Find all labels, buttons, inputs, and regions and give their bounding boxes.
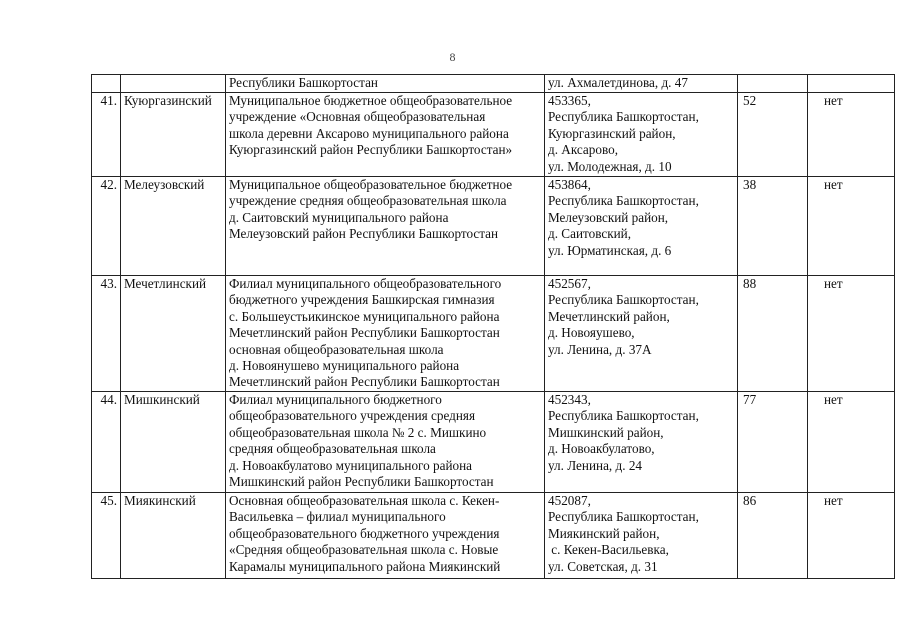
address-line: 452087, xyxy=(548,493,591,508)
address-cell xyxy=(545,177,738,276)
name-line: Республики Башкортостан xyxy=(229,75,378,90)
district-cell: Мишкинский xyxy=(121,392,226,493)
count-cell: 77 xyxy=(738,392,808,493)
name-line: с. Большеустьикинское муниципального района xyxy=(229,308,500,324)
address-line: д. Новоакбулатово, xyxy=(548,441,655,457)
address-line: 452567, xyxy=(548,276,591,291)
name-line: бюджетного учреждения Башкирская гимназия xyxy=(229,292,495,308)
name-line: Филиал муниципального общеобразовательного xyxy=(229,276,502,291)
address-line: ул. Ленина, д. 37А xyxy=(548,341,652,357)
address-cell xyxy=(545,392,738,493)
address-line: 453864, xyxy=(548,177,591,192)
name-cell xyxy=(226,392,545,493)
district-cell xyxy=(121,75,226,93)
name-line: д. Новоянушево муниципального района xyxy=(229,358,460,374)
name-line: средняя общеобразовательная школа xyxy=(229,441,436,457)
schools-table xyxy=(91,74,895,579)
address-line: Республика Башкортостан, xyxy=(548,193,699,209)
address-line: д. Саитовский, xyxy=(548,226,632,242)
name-line: учреждение «Основная общеобразовательная xyxy=(229,109,486,125)
name-line: Мелеузовский район Республики Башкортостан xyxy=(229,226,499,242)
availability-cell: нет xyxy=(808,276,895,392)
address-line: Мечетлинский район, xyxy=(548,308,670,324)
name-line: Муниципальное бюджетное общеобразовательное xyxy=(229,93,513,108)
name-line: д. Саитовский муниципального района xyxy=(229,209,449,225)
name-cell xyxy=(226,276,545,392)
count-cell: 52 xyxy=(738,93,808,177)
district-cell: Мелеузовский xyxy=(121,177,226,276)
address-cell xyxy=(545,75,738,93)
num-cell: 41. xyxy=(92,93,121,177)
name-line: общеобразовательная школа № 2 с. Мишкино xyxy=(229,424,487,440)
name-line: Филиал муниципального бюджетного xyxy=(229,392,442,407)
address-line: Республика Башкортостан, xyxy=(548,292,699,308)
address-line: ул. Советская, д. 31 xyxy=(548,558,658,574)
address-line: ул. Ахмалетдинова, д. 47 xyxy=(548,75,688,90)
name-line: Мечетлинский район Республики Башкортостан xyxy=(229,325,500,341)
address-line: 452343, xyxy=(548,392,591,407)
address-line: Мелеузовский район, xyxy=(548,209,669,225)
name-line: д. Новоакбулатово муниципального района xyxy=(229,457,473,473)
name-line: основная общеобразовательная школа xyxy=(229,341,444,357)
address-line: ул. Ленина, д. 24 xyxy=(548,457,643,473)
district-cell: Миякинский xyxy=(121,493,226,579)
name-line: Карамалы муниципального района Миякинский xyxy=(229,558,501,574)
address-line: ул. Молодежная, д. 10 xyxy=(548,158,672,174)
name-line: общеобразовательного бюджетного учреждения xyxy=(229,525,500,541)
name-cell xyxy=(226,177,545,276)
name-line: общеобразовательного учреждения средняя xyxy=(229,408,476,424)
address-line: Мишкинский район, xyxy=(548,424,664,440)
num-cell xyxy=(92,75,121,93)
num-cell: 44. xyxy=(92,392,121,493)
address-cell xyxy=(545,276,738,392)
district-cell: Куюргазинский xyxy=(121,93,226,177)
district-cell: Мечетлинский xyxy=(121,276,226,392)
availability-cell: нет xyxy=(808,177,895,276)
name-line: Куюргазинский район Республики Башкортостан» xyxy=(229,142,513,158)
count-cell xyxy=(738,75,808,93)
address-line: д. Аксарово, xyxy=(548,142,618,158)
page-number: 8 xyxy=(449,50,456,64)
address-line: Миякинский район, xyxy=(548,525,660,541)
name-line: Васильевка – филиал муниципального xyxy=(229,509,446,525)
table-row xyxy=(92,276,895,392)
availability-cell xyxy=(808,75,895,93)
address-line: Республика Башкортостан, xyxy=(548,408,699,424)
count-cell: 88 xyxy=(738,276,808,392)
name-line: Мечетлинский район Республики Башкортостан xyxy=(229,374,500,390)
address-line: 453365, xyxy=(548,93,591,108)
count-cell: 38 xyxy=(738,177,808,276)
address-line: Республика Башкортостан, xyxy=(548,509,699,525)
continuation-row xyxy=(92,75,895,93)
name-line: Мишкинский район Республики Башкортостан xyxy=(229,474,494,490)
table-row xyxy=(92,93,895,177)
name-cell xyxy=(226,75,545,93)
table-row xyxy=(92,493,895,579)
name-line: учреждение средняя общеобразовательная школа xyxy=(229,193,507,209)
name-line: «Средняя общеобразовательная школа с. Новые xyxy=(229,542,499,558)
address-cell xyxy=(545,493,738,579)
count-cell: 86 xyxy=(738,493,808,579)
name-cell xyxy=(226,93,545,177)
num-cell: 45. xyxy=(92,493,121,579)
name-line: Основная общеобразовательная школа с. Кекен- xyxy=(229,493,500,508)
num-cell: 43. xyxy=(92,276,121,392)
availability-cell: нет xyxy=(808,493,895,579)
availability-cell: нет xyxy=(808,392,895,493)
table-row xyxy=(92,392,895,493)
name-line: школа деревни Аксарово муниципального района xyxy=(229,125,509,141)
num-cell: 42. xyxy=(92,177,121,276)
name-cell xyxy=(226,493,545,579)
name-line: Муниципальное общеобразовательное бюджетное xyxy=(229,177,513,192)
address-line: д. Новояушево, xyxy=(548,325,635,341)
address-line: Куюргазинский район, xyxy=(548,125,676,141)
address-line: ул. Юрматинская, д. 6 xyxy=(548,242,672,258)
address-line: с. Кекен-Васильевка, xyxy=(548,542,669,558)
address-line: Республика Башкортостан, xyxy=(548,109,699,125)
address-cell xyxy=(545,93,738,177)
table-row xyxy=(92,177,895,276)
availability-cell: нет xyxy=(808,93,895,177)
